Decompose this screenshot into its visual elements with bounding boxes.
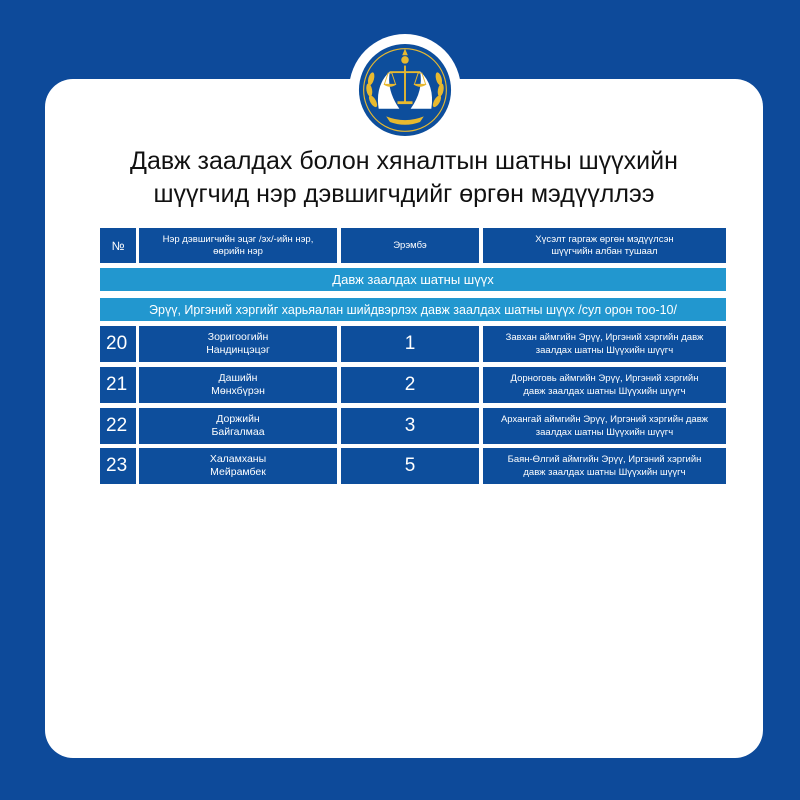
header-no: №	[100, 228, 136, 263]
row-no: 20	[100, 326, 136, 362]
row-name: Дашийн Мөнхбүрэн	[139, 367, 337, 403]
row-no: 23	[100, 448, 136, 484]
row-position: Архангай аймгийн Эрүү, Иргэний хэргийн давж заалдах шатны Шүүхийн шүүгч	[483, 408, 726, 444]
row-rank: 5	[341, 448, 479, 484]
row-position: Баян-Өлгий аймгийн Эрүү, Иргэний хэргийн давж заалдах шатны Шүүхийн шүүгч	[483, 448, 726, 484]
page-title: Давж заалдах болон хяналтын шатны шүүхийн шүүгчид нэр дэвшигчдийг өргөн мэдүүллээ	[130, 147, 678, 208]
subsection-band: Эрүү, Иргэний хэргийг харьяалан шийдвэрлэх давж заалдах шатны шүүх /сул орон тоо-10/	[100, 298, 726, 321]
row-no: 21	[100, 367, 136, 403]
row-name: Зоригоогийн Нандинцэцэг	[139, 326, 337, 362]
header-name: Нэр дэвшигчийн эцэг /эх/-ийн нэр, өөрийн нэр	[139, 228, 337, 263]
section-band: Давж заалдах шатны шүүх	[100, 268, 726, 291]
court-emblem-icon	[358, 43, 452, 137]
row-rank: 1	[341, 326, 479, 362]
row-rank: 3	[341, 408, 479, 444]
header-position: Хүсэлт гаргаж өргөн мэдүүлсэн шүүгчийн албан тушаал	[483, 228, 726, 263]
emblem-badge	[349, 34, 461, 146]
row-no: 22	[100, 408, 136, 444]
row-rank: 2	[341, 367, 479, 403]
row-position: Завхан аймгийн Эрүү, Иргэний хэргийн давж заалдах шатны Шүүхийн шүүгч	[483, 326, 726, 362]
row-name: Халамханы Мейрамбек	[139, 448, 337, 484]
row-position: Дорноговь аймгийн Эрүү, Иргэний хэргийн давж заалдах шатны Шүүхийн шүүгч	[483, 367, 726, 403]
header-rank: Эрэмбэ	[341, 228, 479, 263]
row-name: Доржийн Байгалмаа	[139, 408, 337, 444]
